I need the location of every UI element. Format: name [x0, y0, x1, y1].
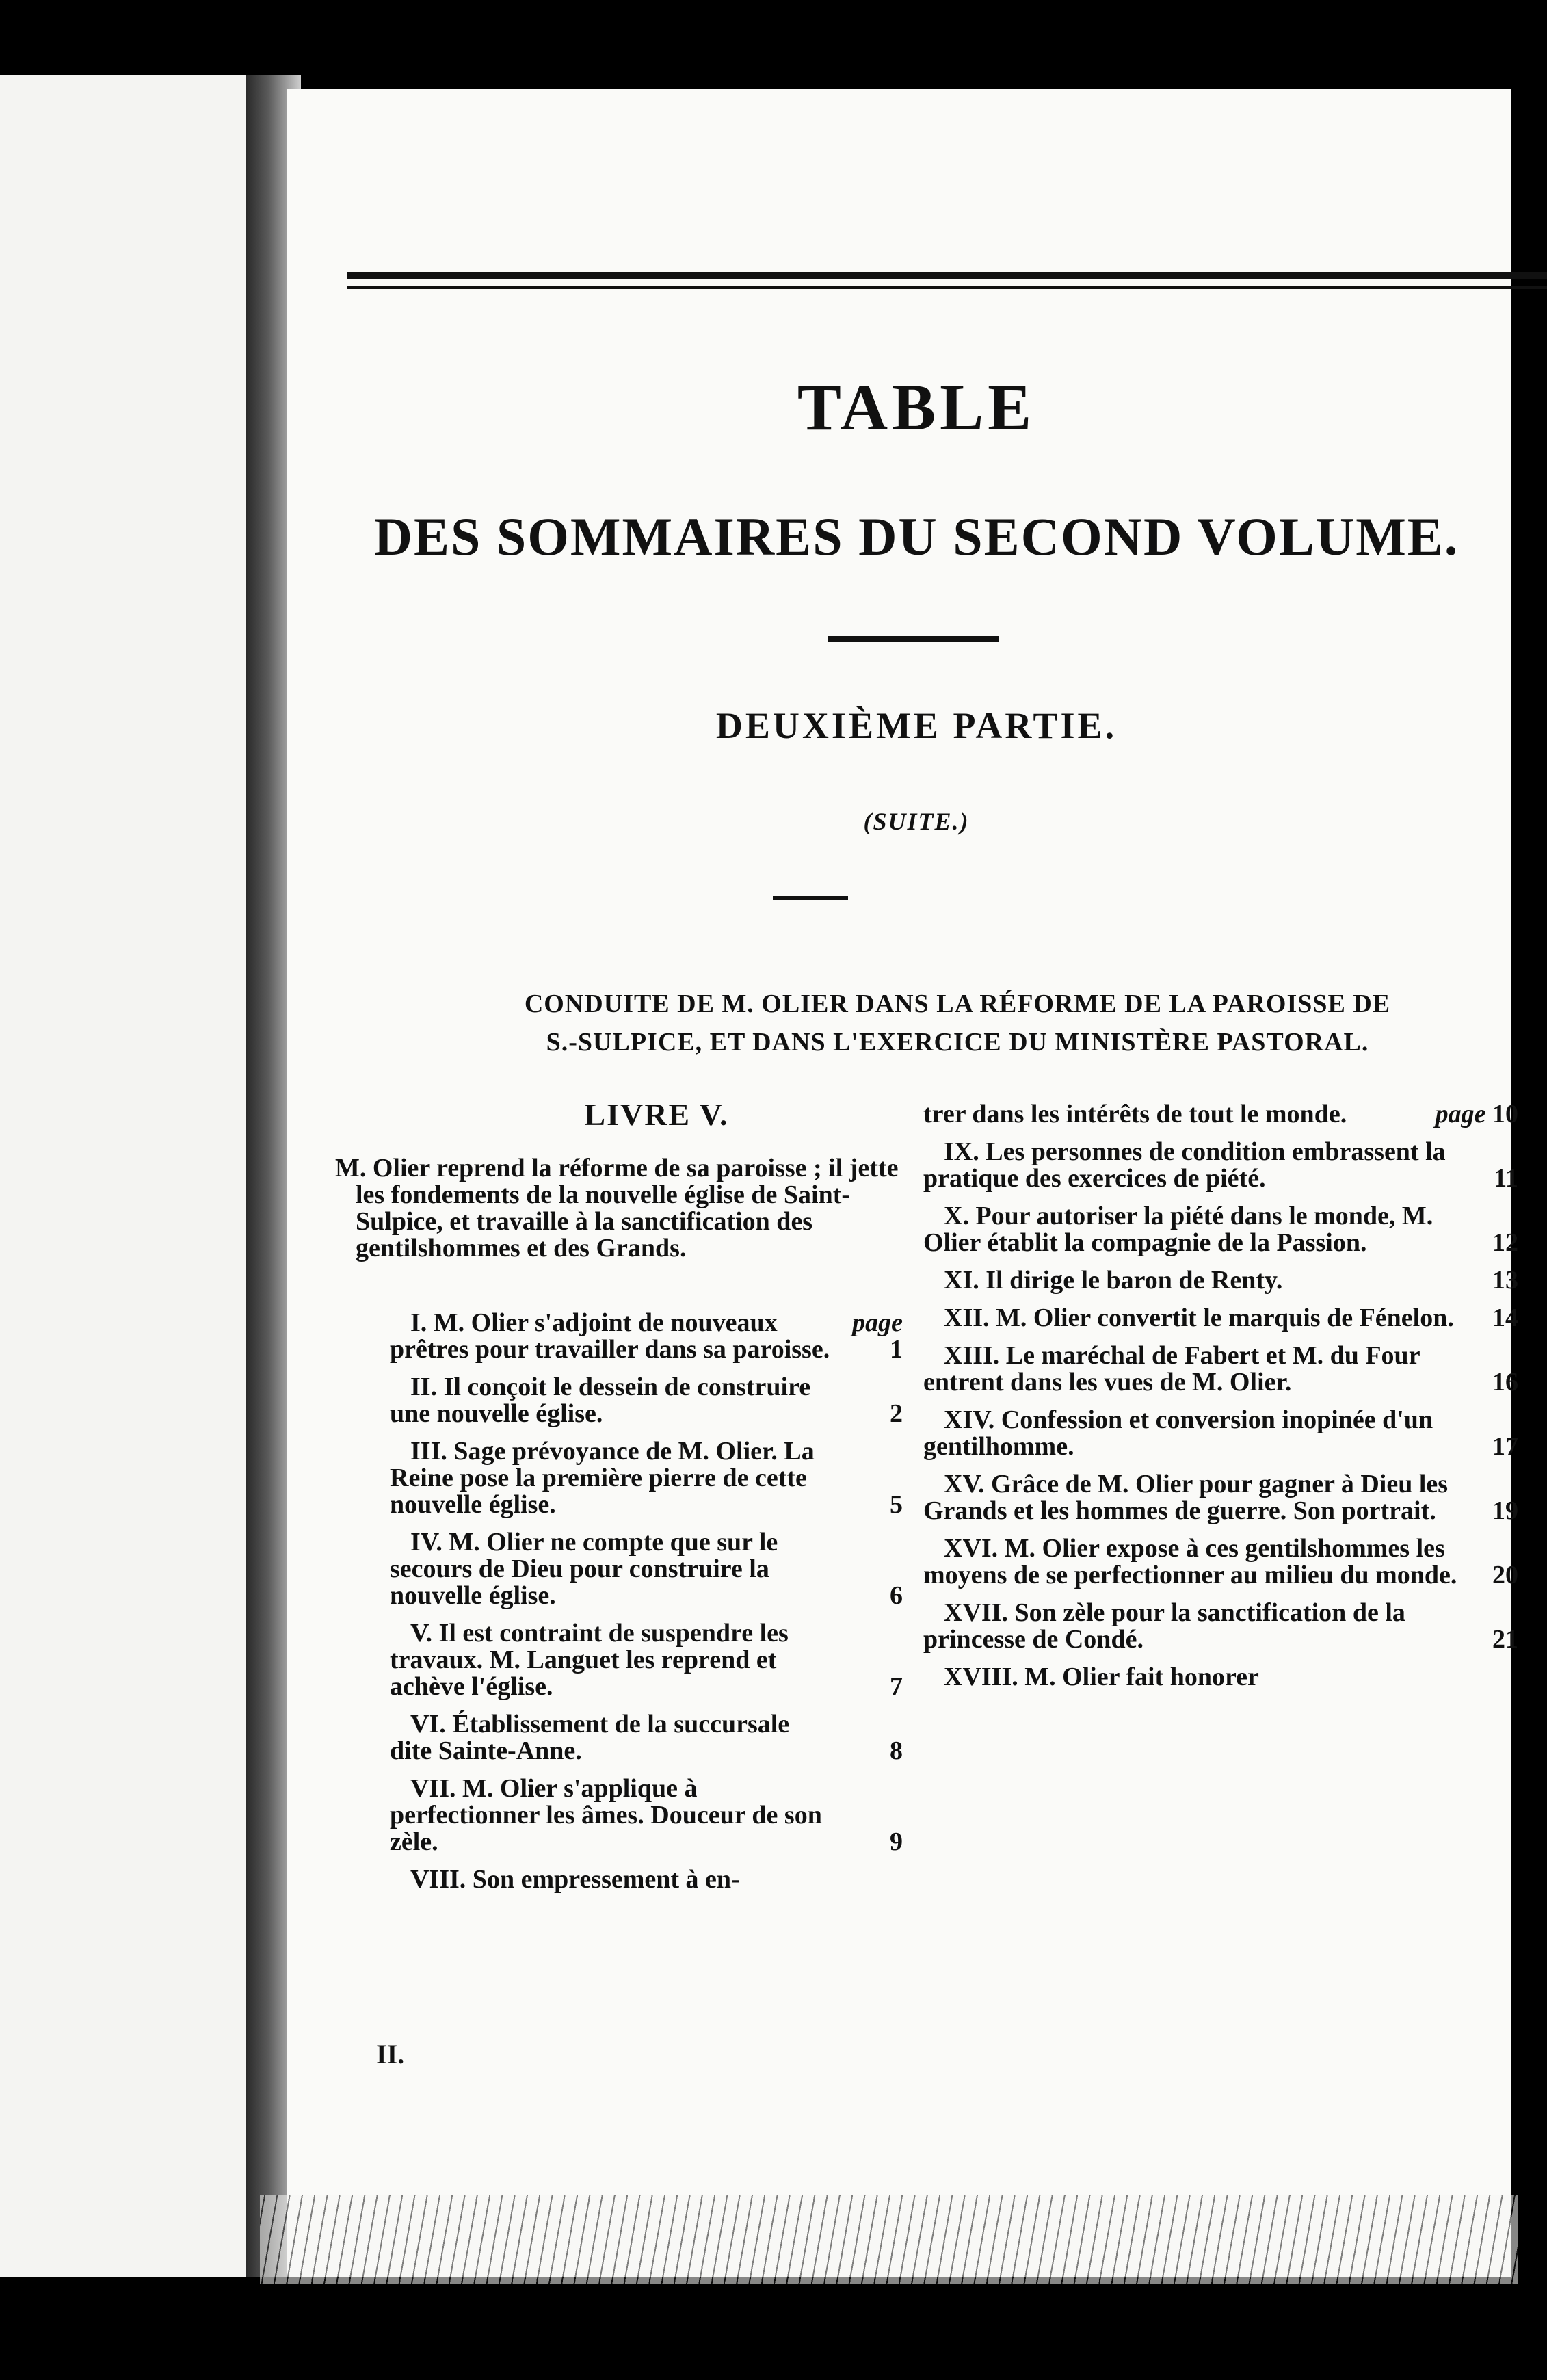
section-heading — [369, 985, 1546, 1061]
entry-text: XI. Il dirige le baron de Renty. — [944, 1266, 1283, 1295]
toc-entry-continuation — [821, 1101, 1518, 1128]
toc-entry — [328, 1775, 903, 1855]
separator-rule — [828, 636, 999, 642]
page-number: 7 — [890, 1672, 903, 1701]
entry-text: XV. Grâce de M. Olier pour gagner à Dieu les Grands et les hommes de guerre. Son portrait. — [923, 1470, 1449, 1525]
separator-rule-small — [773, 896, 848, 900]
toc-entry — [821, 1139, 1518, 1192]
entry-text: VI. Établissement de la succursale dite Sainte-Anne. — [390, 1710, 790, 1765]
page-number: 21 — [1492, 1625, 1518, 1654]
entry-text: XVIII. M. Olier fait honorer — [944, 1663, 1259, 1691]
section-heading-line-1: CONDUITE DE M. OLIER DANS LA RÉFORME DE LA PAROISSE DE — [524, 990, 1391, 1018]
entry-text: VIII. Son empressement à en- — [410, 1865, 740, 1894]
entry-text: XIII. Le maréchal de Fabert et M. du Four entrent dans les vues de M. Olier. — [923, 1341, 1420, 1397]
entry-text: II. Il conçoit le dessein de construire une nouvelle église. — [390, 1373, 811, 1428]
entry-text: X. Pour autoriser la piété dans le monde, M. Olier établit la compagnie de la Passion. — [923, 1202, 1433, 1257]
entry-text: XVII. Son zèle pour la sanctification de la princesse de Condé. — [923, 1598, 1405, 1654]
right-column — [821, 1101, 1518, 1702]
page-number: 9 — [890, 1827, 903, 1856]
signature-mark: II. — [376, 2039, 405, 2070]
entry-text: VII. M. Olier s'applique à perfectionner les âmes. Douceur de son zèle. — [390, 1774, 822, 1856]
toc-entry — [821, 1600, 1518, 1653]
page-label: page — [1435, 1100, 1486, 1128]
toc-entry — [328, 1711, 903, 1764]
toc-entry — [821, 1267, 1518, 1294]
page-number: 12 — [1492, 1228, 1518, 1257]
page-number: 8 — [890, 1736, 903, 1765]
toc-entry — [821, 1343, 1518, 1396]
page-subtitle: DES SOMMAIRES DU SECOND VOLUME. — [373, 507, 1459, 566]
entry-text: V. Il est contraint de suspendre les travaux. M. Languet les reprend et achève l'église. — [390, 1619, 789, 1701]
page-number: 14 — [1492, 1304, 1518, 1332]
suite-label: (SUITE.) — [863, 808, 970, 835]
page-number: 13 — [1492, 1266, 1518, 1295]
entry-text: I. M. Olier s'adjoint de nouveaux prêtres pour travailler dans sa paroisse. — [390, 1308, 830, 1364]
book-page — [287, 89, 1518, 2277]
page-number: 1 — [890, 1335, 903, 1364]
left-page-edge — [0, 75, 253, 2277]
toc-entry — [328, 1438, 903, 1518]
livre-title: LIVRE V. — [584, 1097, 729, 1132]
entry-text: XVI. M. Olier expose à ces gentilshommes les moyens de se perfectionner au milieu du monde. — [923, 1534, 1457, 1589]
toc-entry — [821, 1203, 1518, 1256]
page-number: 17 — [1492, 1432, 1518, 1461]
toc-entry — [821, 1535, 1518, 1589]
toc-entry — [328, 1866, 903, 1893]
section-heading-line-2: S.-SULPICE, ET DANS L'EXERCICE DU MINISTÈRE PASTORAL. — [546, 1028, 1369, 1057]
toc-entry — [328, 1529, 903, 1609]
entry-text: IV. M. Olier ne compte que sur le secours de Dieu pour construire la nouvelle église. — [390, 1528, 778, 1610]
toc-entry — [328, 1620, 903, 1700]
toc-entry — [821, 1664, 1518, 1691]
toc-entry — [821, 1471, 1518, 1524]
page-number: 6 — [890, 1581, 903, 1610]
entry-page — [1436, 1101, 1518, 1128]
part-title: DEUXIÈME PARTIE. — [715, 705, 1118, 746]
entry-text: trer dans les intérêts de tout le monde. — [923, 1100, 1347, 1128]
page-number: 19 — [1492, 1496, 1518, 1525]
page-edge-shadow — [260, 2195, 1518, 2284]
entry-text: III. Sage prévoyance de M. Olier. La Reine pose la première pierre de cette nouvelle église. — [390, 1437, 815, 1519]
entry-text: XIV. Confession et conversion inopinée d'un gentilhomme. — [923, 1405, 1433, 1461]
page-number: 11 — [1494, 1164, 1518, 1193]
toc-entry — [821, 1305, 1518, 1332]
page-number: 2 — [890, 1399, 903, 1428]
page-title: TABLE — [797, 371, 1036, 444]
entry-text: IX. Les personnes de condition embrassent la pratique des exercices de piété. — [923, 1137, 1446, 1193]
toc-entry — [328, 1374, 903, 1427]
page-label: page — [852, 1308, 903, 1337]
page-number: 10 — [1492, 1100, 1518, 1128]
double-rule — [347, 272, 1547, 289]
page-number: 20 — [1492, 1561, 1518, 1589]
page-number: 5 — [890, 1490, 903, 1519]
toc-entry — [821, 1407, 1518, 1460]
page-number: 16 — [1492, 1368, 1518, 1397]
toc-entry — [328, 1310, 903, 1363]
left-column — [328, 1097, 903, 1904]
entry-text: XII. M. Olier convertit le marquis de Fénelon. — [944, 1304, 1454, 1332]
livre-summary: M. Olier reprend la réforme de sa paroisse ; il jette les fondements de la nouvelle église de Saint-Sulpice, et travaille à la sanctification des gentilshommes et des Grands. — [335, 1154, 899, 1262]
